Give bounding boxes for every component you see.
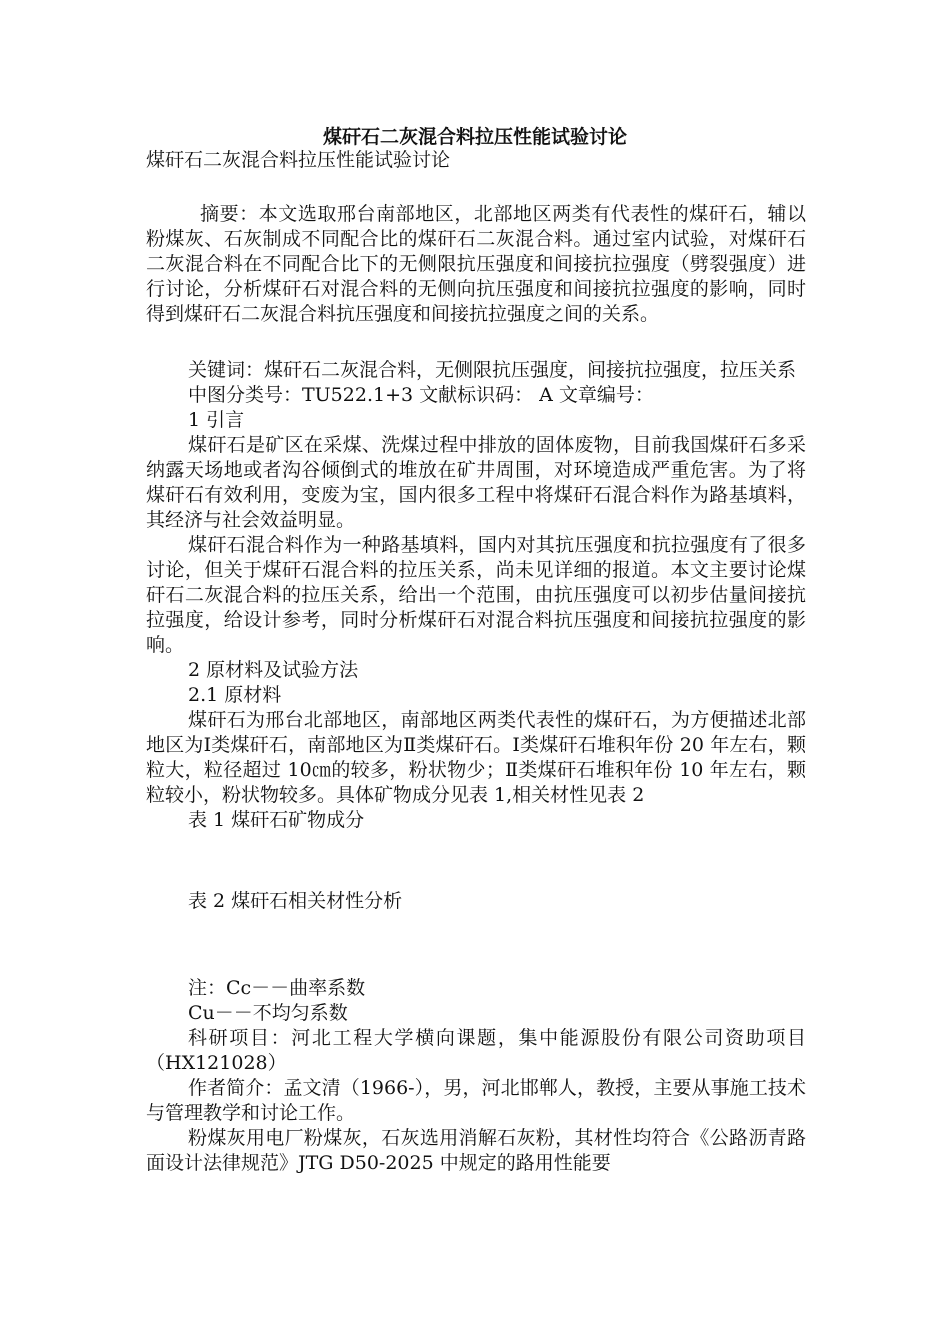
section-1-paragraph-2: 煤矸石混合料作为一种路基填料，国内对其抗压强度和抗拉强度有了很多讨论，但关于煤矸石混合料的拉压关系，尚未见详细的报道。本文主要讨论煤矸石二灰混合料的拉压关系，给出一个范围，由抗压强度可以初步估量间接抗拉强度，给设计参考，同时分析煤矸石对混合料抗压强度和间接抗拉强度的影响。	[146, 534, 806, 656]
section-2-1-paragraph: 煤矸石为邢台北部地区，南部地区两类代表性的煤矸石，为方便描述北部地区为Ⅰ类煤矸石，南部地区为Ⅱ类煤矸石。Ⅰ类煤矸石堆积年份 20 年左右，颗粒大，粒径超过 10㎝的较多，粉状物少；Ⅱ类煤矸石堆积年份 10 年左右，颗粒较小，粉状物较多。具体矿物成分见表 1,相关材性见表 2	[146, 709, 806, 806]
classification-line: 中图分类号：TU522.1+3 文献标识码： A 文章编号：	[188, 384, 654, 406]
note-cc: 注：Cc－－曲率系数	[188, 977, 366, 999]
note-cu: Cu－－不均匀系数	[188, 1002, 348, 1024]
keywords-paragraph: 关键词：煤矸石二灰混合料，无侧限抗压强度，间接抗拉强度，拉压关系	[188, 359, 797, 381]
materials-paragraph: 粉煤灰用电厂粉煤灰，石灰选用消解石灰粉，其材性均符合《公路沥青路面设计法律规范》JTG D50-2025 中规定的路用性能要	[146, 1127, 806, 1174]
table-2-caption: 表 2 煤矸石相关材性分析	[188, 890, 403, 912]
document-title: 煤矸石二灰混合料拉压性能试验讨论	[322, 126, 627, 148]
document-subtitle: 煤矸石二灰混合料拉压性能试验讨论	[146, 149, 451, 171]
author-paragraph: 作者简介：孟文清（1966-），男，河北邯郸人，教授，主要从事施工技术与管理教学和讨论工作。	[146, 1077, 806, 1124]
section-2-heading: 2 原材料及试验方法	[188, 659, 359, 681]
table-1-caption: 表 1 煤矸石矿物成分	[188, 809, 365, 831]
spacer	[146, 327, 806, 352]
spacer	[146, 173, 806, 198]
abstract-paragraph: 摘要：本文选取邢台南部地区，北部地区两类有代表性的煤矸石，辅以粉煤灰、石灰制成不同配合比的煤矸石二灰混合料。通过室内试验，对煤矸石二灰混合料在不同配合比下的无侧限抗压强度和间接抗拉强度（劈裂强度）进行讨论，分析煤矸石对混合料的无侧向抗压强度和间接抗拉强度的影响，同时得到煤矸石二灰混合料抗压强度和间接抗拉强度之间的关系。	[146, 203, 806, 325]
document-body	[146, 148, 806, 1176]
section-1-paragraph-1: 煤矸石是矿区在采煤、洗煤过程中排放的固体废物，目前我国煤矸石多采纳露天场地或者沟谷倾倒式的堆放在矿井周围，对环境造成严重危害。为了将煤矸石有效利用，变废为宝，国内很多工程中将煤矸石混合料作为路基填料，其经济与社会效益明显。	[146, 434, 806, 531]
table-1-placeholder	[146, 833, 806, 883]
table-2-placeholder	[146, 914, 806, 964]
funding-paragraph: 科研项目：河北工程大学横向课题，集中能源股份有限公司资助项目（HX121028）	[146, 1027, 806, 1074]
section-2-1-heading: 2.1 原材料	[188, 684, 282, 706]
section-1-heading: 1 引言	[188, 409, 245, 431]
